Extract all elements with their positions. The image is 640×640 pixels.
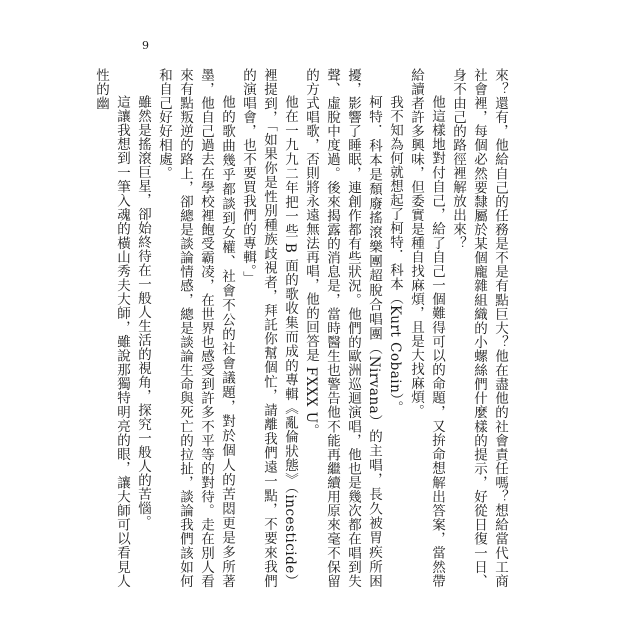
paragraph: 他的歌曲幾乎都談到女權、社會不公的社會議題，對於個人的苦悶更是多所著墨，他自己過去在學校裡飽受霸凌，在世界也感受到許多不平等的對待。走在別人看來有點叛逆的路上，卻總是談論情感，總是談論生命與死亡的拉扯，談論我們該如何和自己好好相處。 [156,68,235,588]
paragraph: 他在一九九二年把一些 B 面的歌收集而成的專輯《亂倫狀態》（incesticide）裡提到，「如果你是性別種族歧視者，拜託你幫個忙，請離我們遠一點，不要來我們的演唱會，也不要買我們的專輯。」 [240,68,298,588]
paragraph: 雖然是搖滾巨星，卻始終待在一般人生活的視角，探究一般人的苦惱。 [135,95,151,529]
page-number: 9 [142,39,149,52]
paragraph: 柯特．科本是頹廢搖滾樂團超脫合唱團（Nirvana）的主唱，長久被胃疾所困擾，影響了睡眠，連創作都有些狀況。他們的歐洲巡迴演唱，他也是幾次都在唱到失聲、虛脫中度過。後來揭露的消息是，當時醫生也警告他不能再繼續用原來毫不保留的方式唱歌，否則將永遠無法再唱，他的回答是 FXXX U。 [303,68,382,588]
paragraph: 他這樣地對付自己，給了自己一個難得可以的命題，又拚命想解出答案，當然帶給讀者許多興味，但委實是種自找麻煩，且是大找麻煩。 [408,68,445,588]
paragraph: 來？還有，他給自己的任務是不是有點巨大？他在盡他的社會責任嗎？想給當代工商社會裡，每個必然要隸屬於某個龐雜組織的小螺絲們什麼樣的提示，好從日復一日、身不由己的路徑裡解放出來？ [450,68,508,588]
paragraph: 這讓我想到一筆入魂的橫山秀夫大師，雖說那獨特明亮的眼，讓大師可以看見人性的幽 [93,68,130,588]
paragraph: 我不知為何就想起了柯特．科本（Kurt Cobain）。 [387,95,403,415]
body-text [93,68,510,588]
